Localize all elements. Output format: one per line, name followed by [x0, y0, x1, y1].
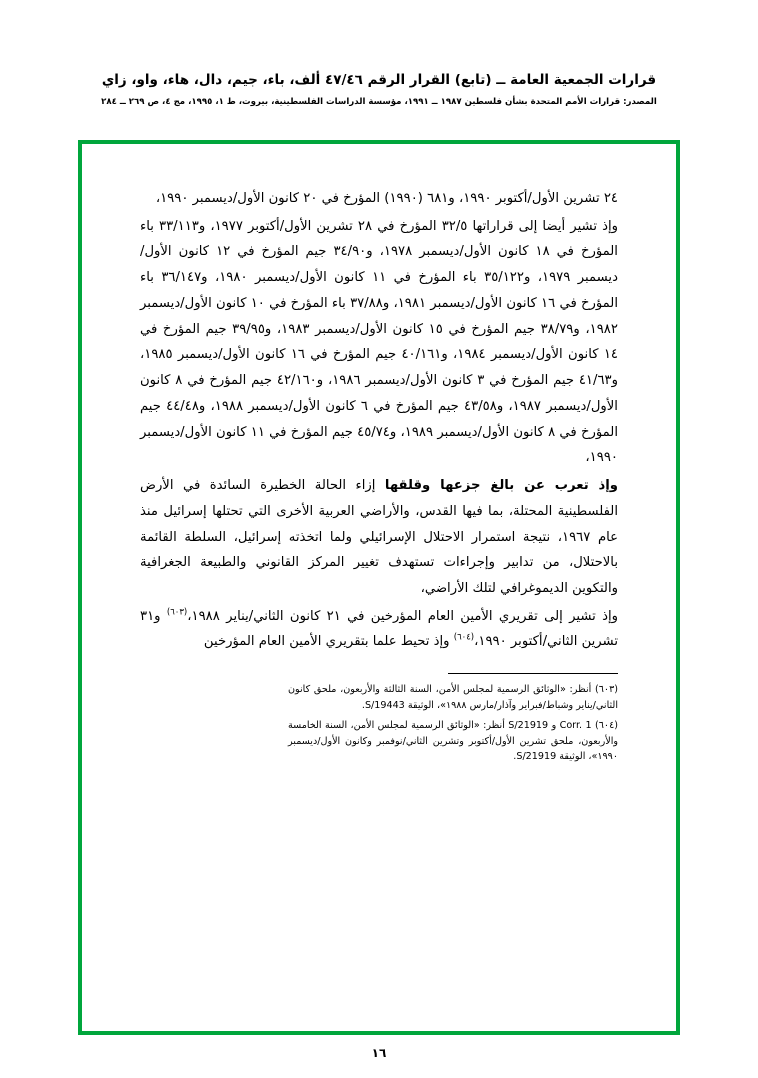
sg-reports-text-c: وإذ تحيط علما بتقريري الأمين العام المؤرخين	[203, 634, 454, 650]
paragraph-grave-concern-text: إزاء الحالة الخطيرة السائدة في الأرض الفلسطينية المحتلة، بما فيها القدس، والأراضي العربية الأخرى التي تحتلها إسرائيل منذ عام ١٩٦٧، نتيجة استمرار الاحتلال الإسرائيلي ولما اتخذته إسرائيل، السلطة القائمة بالاحتلال، من تدابير وإجراءات تستهدف تغيير المركز القانوني والطبيعة الجغرافية والتكوين الديموغرافي لتلك الأراضي،	[140, 478, 618, 597]
footnote-marker: (٦٠٤)	[595, 720, 618, 732]
sg-reports-text-a: وإذ تشير إلى تقريري الأمين العام المؤرخين في ٢١ كانون الثاني/يناير ١٩٨٨،	[187, 608, 619, 624]
footnote-ref-604[interactable]: (٦٠٤)	[453, 633, 475, 644]
page-number: ١٦	[371, 1046, 387, 1060]
green-border-frame	[78, 140, 680, 1035]
footnotes-block	[288, 682, 618, 765]
footnote-item	[288, 718, 618, 765]
footnote-separator	[448, 673, 618, 674]
body-text	[140, 186, 618, 655]
paragraph-sg-reports	[140, 604, 618, 655]
paragraph-grave-concern	[140, 473, 618, 602]
footnote-marker: (٦٠٣)	[595, 684, 618, 696]
page-title: قرارات الجمعية العامة ــ (تابع) القرار الرقم ٤٧/٤٦ ألف، باء، جيم، دال، هاء، واو، زاي	[101, 72, 657, 88]
source-line: المصدر: قرارات الأمم المتحدة بشأن فلسطين ١٩٨٧ ــ ١٩٩١، مؤسسة الدراسات الفلسطينية، بيروت، ط ١، ١٩٩٥، مج ٤، ص ٢٦٩ ــ ٢٨٤	[101, 97, 657, 108]
paragraph-lead-phrase: وإذ تعرب عن بالغ جزعها وقلقها	[384, 478, 618, 494]
paragraph-resolutions-list: وإذ تشير أيضا إلى قراراتها ٣٢/٥ المؤرخ في ٢٨ تشرين الأول/أكتوبر ١٩٧٧، و٣٣/١١٣ باء المؤرخ في ١٨ كانون الأول/ديسمبر ١٩٧٨، و٣٤/٩٠ جيم المؤرخ في ١٢ كانون الأول/ديسمبر ١٩٧٩، و٣٥/١٢٢ باء المؤرخ في ١١ كانون الأول/ديسمبر ١٩٨٠، و٣٦/١٤٧ باء المؤرخ في ١٦ كانون الأول/ديسمبر ١٩٨١، و٣٧/٨٨ باء المؤرخ في ١٠ كانون الأول/ديسمبر ١٩٨٢، و٣٨/٧٩ جيم المؤرخ في ١٥ كانون الأول/ديسمبر ١٩٨٣، و٣٩/٩٥ جيم المؤرخ في ١٤ كانون الأول/ديسمبر ١٩٨٤، و٤٠/١٦١ جيم المؤرخ في ١٦ كانون الأول/ديسمبر ١٩٨٥، و٤١/٦٣ جيم المؤرخ في ٣ كانون الأول/ديسمبر ١٩٨٦، و٤٢/١٦٠ جيم المؤرخ في ٨ كانون الأول/ديسمبر ١٩٨٧، و٤٣/٥٨ جيم المؤرخ في ٦ كانون الأول/ديسمبر ١٩٨٨، و٤٤/٤٨ جيم المؤرخ في ٨ كانون الأول/ديسمبر ١٩٨٩، و٤٥/٧٤ جيم المؤرخ في ١١ كانون الأول/ديسمبر ١٩٩٠،	[140, 218, 618, 466]
footnote-text: أنظر: «الوثائق الرسمية لمجلس الأمن، السنة الخامسة والأربعون، ملحق تشرين الأول/أكتوبر وتشرين الثاني/نوفمبر وكانون الأول/ديسمبر ١٩٩٠»، الوثيقة S/21919.	[288, 720, 618, 763]
footnote-item	[288, 682, 618, 713]
sg-reports-text-b: و٣١ تشرين الثاني/أكتوبر ١٩٩٠،	[140, 608, 618, 650]
frame-content	[82, 144, 676, 1031]
footnote-docnum: S/21919 و Corr. 1	[508, 720, 592, 732]
footnote-text: أنظر: «الوثائق الرسمية لمجلس الأمن، السنة الثالثة والأربعون، ملحق كانون الثاني/يناير وشباط/فبراير وآذار/مارس ١٩٨٨»، الوثيقة S/19443.	[288, 684, 618, 711]
paragraph-dates-intro: ٢٤ تشرين الأول/أكتوبر ١٩٩٠، و٦٨١ (١٩٩٠) المؤرخ في ٢٠ كانون الأول/ديسمبر ١٩٩٠،	[155, 191, 618, 206]
page-header	[0, 70, 758, 109]
footnote-ref-603[interactable]: (٦٠٣)	[166, 607, 188, 618]
